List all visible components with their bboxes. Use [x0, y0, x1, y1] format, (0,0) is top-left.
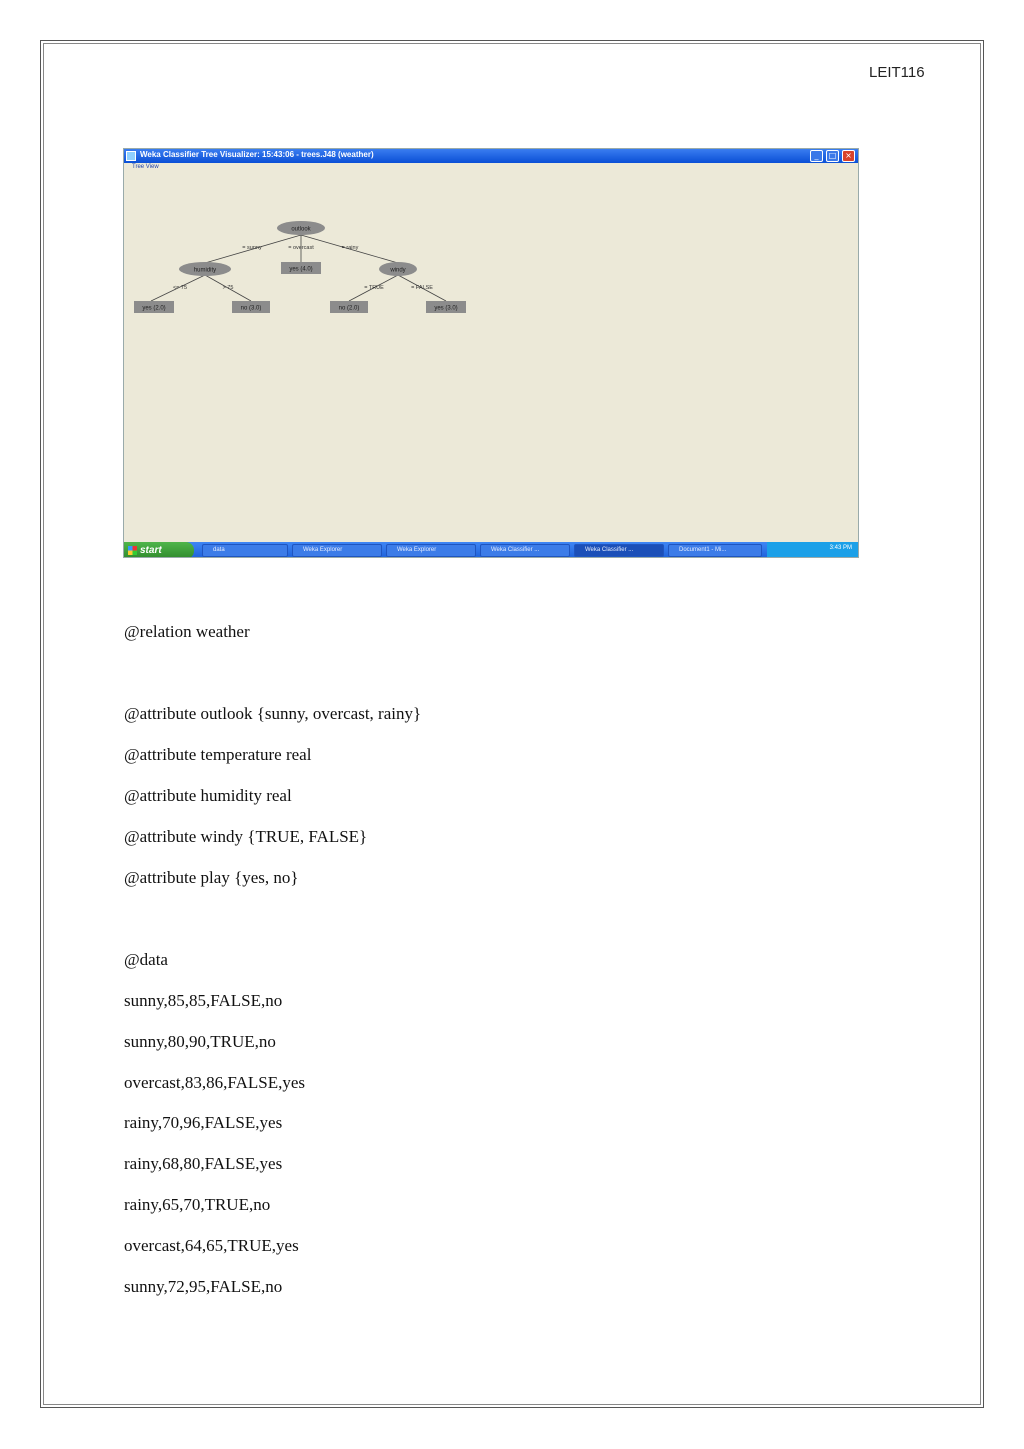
weka-app-icon: [126, 151, 136, 161]
taskbar-item[interactable]: Document1 - Mi...: [668, 544, 762, 557]
node-humidity-label: humidity: [193, 267, 217, 274]
leaf-no-2-label: no (2.0): [338, 305, 360, 312]
clock: 3:43 PM: [829, 545, 852, 551]
arff-attribute: @attribute play {yes, no}: [124, 868, 299, 887]
taskbar-item[interactable]: Weka Explorer: [386, 544, 476, 557]
arff-data-row: rainy,65,70,TRUE,no: [124, 1195, 271, 1214]
arff-data-row: overcast,83,86,FALSE,yes: [124, 1073, 305, 1092]
maximize-button[interactable]: □: [826, 150, 839, 162]
document-code: LEIT116: [869, 64, 925, 81]
branch-sunny: = sunny: [242, 245, 262, 251]
decision-tree: [124, 165, 859, 541]
arff-data-row: rainy,70,96,FALSE,yes: [124, 1113, 283, 1132]
branch-rainy: = rainy: [341, 245, 359, 251]
taskbar-item[interactable]: Weka Classifier ...: [480, 544, 570, 557]
arff-data-row: sunny,72,95,FALSE,no: [124, 1277, 283, 1296]
start-label: start: [140, 545, 162, 556]
taskbar: [124, 542, 858, 558]
arff-attribute: @attribute outlook {sunny, overcast, rainy}: [124, 704, 422, 723]
arff-data-row: rainy,68,80,FALSE,yes: [124, 1154, 283, 1173]
branch-le75: <= 75: [172, 285, 188, 291]
leaf-no-3-label: no (3.0): [240, 305, 262, 312]
arff-data-label: @data: [124, 950, 168, 969]
node-windy-label: windy: [390, 267, 406, 274]
branch-overcast: = overcast: [288, 245, 314, 251]
tree-view-menu[interactable]: Tree View: [132, 164, 159, 170]
branch-true: = TRUE: [364, 285, 384, 291]
close-button[interactable]: ×: [842, 150, 855, 162]
arff-attribute: @attribute humidity real: [124, 786, 292, 805]
arff-data-row: sunny,85,85,FALSE,no: [124, 991, 283, 1010]
taskbar-item[interactable]: Weka Explorer: [292, 544, 382, 557]
taskbar-item[interactable]: data: [202, 544, 288, 557]
branch-false: = FALSE: [411, 285, 433, 291]
windows-flag-icon: [128, 546, 137, 555]
arff-attribute: @attribute temperature real: [124, 745, 312, 764]
system-tray: [767, 542, 859, 558]
minimize-button[interactable]: _: [810, 150, 823, 162]
branch-gt75: > 75: [222, 285, 234, 291]
arff-data-row: overcast,64,65,TRUE,yes: [124, 1236, 299, 1255]
leaf-overcast-label: yes (4.0): [289, 266, 313, 273]
window-title: Weka Classifier Tree Visualizer: 15:43:06 - trees.J48 (weather): [140, 150, 374, 159]
node-outlook-label: outlook: [291, 226, 311, 233]
window-titlebar: [124, 149, 858, 163]
arff-data-row: sunny,80,90,TRUE,no: [124, 1032, 276, 1051]
arff-attribute: @attribute windy {TRUE, FALSE}: [124, 827, 368, 846]
leaf-yes-3-label: yes (3.0): [434, 305, 458, 312]
taskbar-item-active[interactable]: Weka Classifier ...: [574, 544, 664, 557]
leaf-yes-2-label: yes (2.0): [142, 305, 166, 312]
weka-screenshot: [123, 148, 859, 558]
arff-relation: @relation weather: [124, 622, 250, 641]
start-button[interactable]: [124, 542, 194, 558]
